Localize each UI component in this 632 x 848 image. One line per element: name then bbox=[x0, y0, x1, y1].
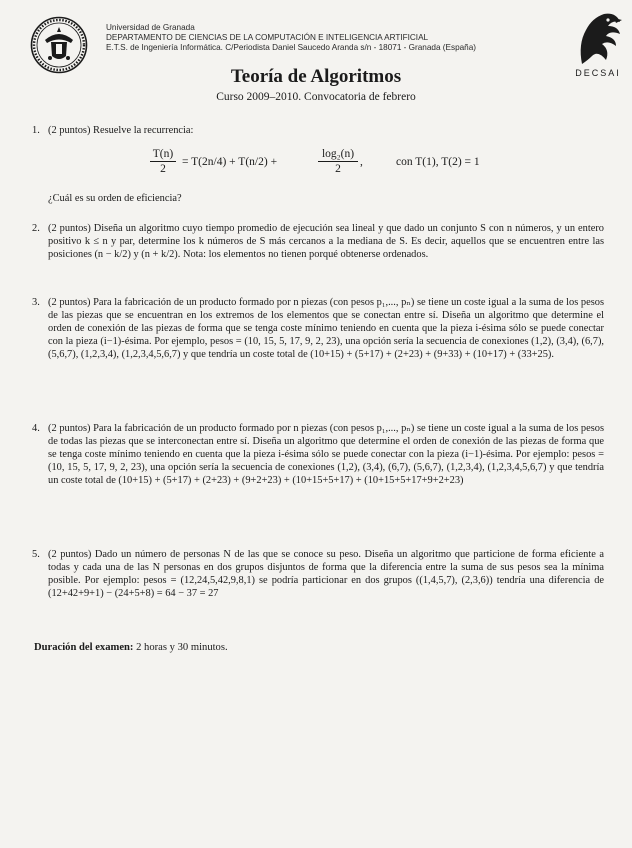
exam-duration bbox=[34, 642, 228, 653]
question-text: (2 puntos) Dado un número de personas N de las que se conoce su peso. Diseña un algoritmo que particione de forma eficiente a todas y cada una de las N personas en dos grupos disjuntos de forma que la diferencia entre la suma de sus pesos sea la mínima posible. Por ejemplo: pesos = (12,24,5,42,9,8,1) se podría particionar en dos grupos ((1,4,5,7), (2,3,6)) tendría una diferencia de (12+42+9+1) − (24+5+8) = 64 − 37 = 27 bbox=[48, 549, 604, 599]
question-number: 5. bbox=[32, 549, 40, 560]
duration-label: Duración del examen: bbox=[34, 642, 134, 653]
fraction-left: $\frac{T(n)}{2}$ bbox=[150, 148, 176, 175]
question-5 bbox=[32, 548, 604, 600]
exam-subtitle: Curso 2009–2010. Convocatoria de febrero bbox=[216, 91, 416, 103]
question-number: 2. bbox=[32, 223, 40, 234]
fraction-right: $\frac{\text{log₂(n)}}{2}$ bbox=[318, 148, 358, 175]
question-number: 1. bbox=[32, 125, 40, 136]
question-intro: (2 puntos) Resuelve la recurrencia: bbox=[48, 125, 194, 136]
question-2 bbox=[32, 222, 604, 261]
question-number: 4. bbox=[32, 423, 40, 434]
question-number: 3. bbox=[32, 297, 40, 308]
formula-condition: con T(1), T(2) = 1 bbox=[396, 156, 480, 168]
duration-value: 2 horas y 30 minutos. bbox=[136, 642, 228, 653]
department-name: DEPARTAMENTO DE CIENCIAS DE LA COMPUTACIÓN E INTELIGENCIA ARTIFICIAL bbox=[106, 33, 429, 42]
school-address: E.T.S. de Ingeniería Informática. C/Periodista Daniel Saucedo Aranda s/n - 18071 - Granada (España) bbox=[106, 43, 477, 52]
formula-middle: = T(2n/4) + T(n/2) + bbox=[182, 156, 278, 168]
decsai-label: DECSAI bbox=[575, 68, 621, 78]
question-3 bbox=[32, 296, 604, 361]
question-text: (2 puntos) Para la fabricación de un producto formado por n piezas (con pesos p₁,..., pₙ) se tiene un coste igual a la suma de los pesos de todas las piezas que se interconectan entre sí. Diseña un algoritmo que determine el orden de conexión de las piezas de forma que se tenga coste mínimo teniendo en cuenta que la pieza i-ésima sólo se puede conectar con la pieza (i−1)-ésima. Por ejemplo: pesos = (10, 15, 5, 17, 9, 2, 23), una opción sería la secuencia de conexiones (1,2), (3,4), (6,7), (5,6,7), (1,2,3,4), (1,2,3,4,5,6,7) y que tendría un coste total de (10+15) + (5+17) + (2+23) + (9+2+23) + (10+15+5+17) + (10+15+5+17+9+2+23) bbox=[48, 423, 604, 486]
institution-header bbox=[106, 23, 476, 53]
exam-title: Teoría de Algoritmos bbox=[230, 66, 402, 87]
question-text: (2 puntos) Diseña un algoritmo cuyo tiempo promedio de ejecución sea lineal y que dado un conjunto S con n números, y un entero positivo k ≤ n y par, determine los k números de S más cercanos a la mediana de S. Es decir, aquellos que se encuentren entre las posiciones (n − k/2) y (n + k/2). Nota: los elementos no tienen porqué obtenerse ordenados. bbox=[48, 223, 604, 260]
question-1 bbox=[32, 124, 604, 137]
question-4 bbox=[32, 422, 604, 487]
university-name: Universidad de Granada bbox=[106, 23, 195, 32]
question-1-follow: ¿Cuál es su orden de eficiencia? bbox=[48, 193, 182, 204]
eagle-icon bbox=[572, 8, 624, 68]
formula-tail: , bbox=[360, 156, 363, 168]
recurrence-formula bbox=[150, 148, 510, 184]
question-text: (2 puntos) Para la fabricación de un producto formado por n piezas (con pesos p₁,..., pₙ) se tiene un coste igual a la suma de los pesos de las piezas que se encuentran en los extremos de los elementos que se conectan entre sí. Diseña un algoritmo que determine el orden de conexión de las piezas de forma que se tenga coste mínimo teniendo en cuenta que la pieza i-ésima sólo se puede conectar con la pieza (i−1)-ésima. Por ejemplo, pesos = (10, 15, 5, 17, 9, 2, 23), una opción sería la secuencia de conexiones (1,2), (3,4), (6,7), (5,6,7), (1,2,3,4), (1,2,3,4,5,6,7) y que tendría un coste total de (10+15) + (5+17) + (2+23) + (9+33) + (10+17) + (33+25). bbox=[48, 297, 604, 360]
